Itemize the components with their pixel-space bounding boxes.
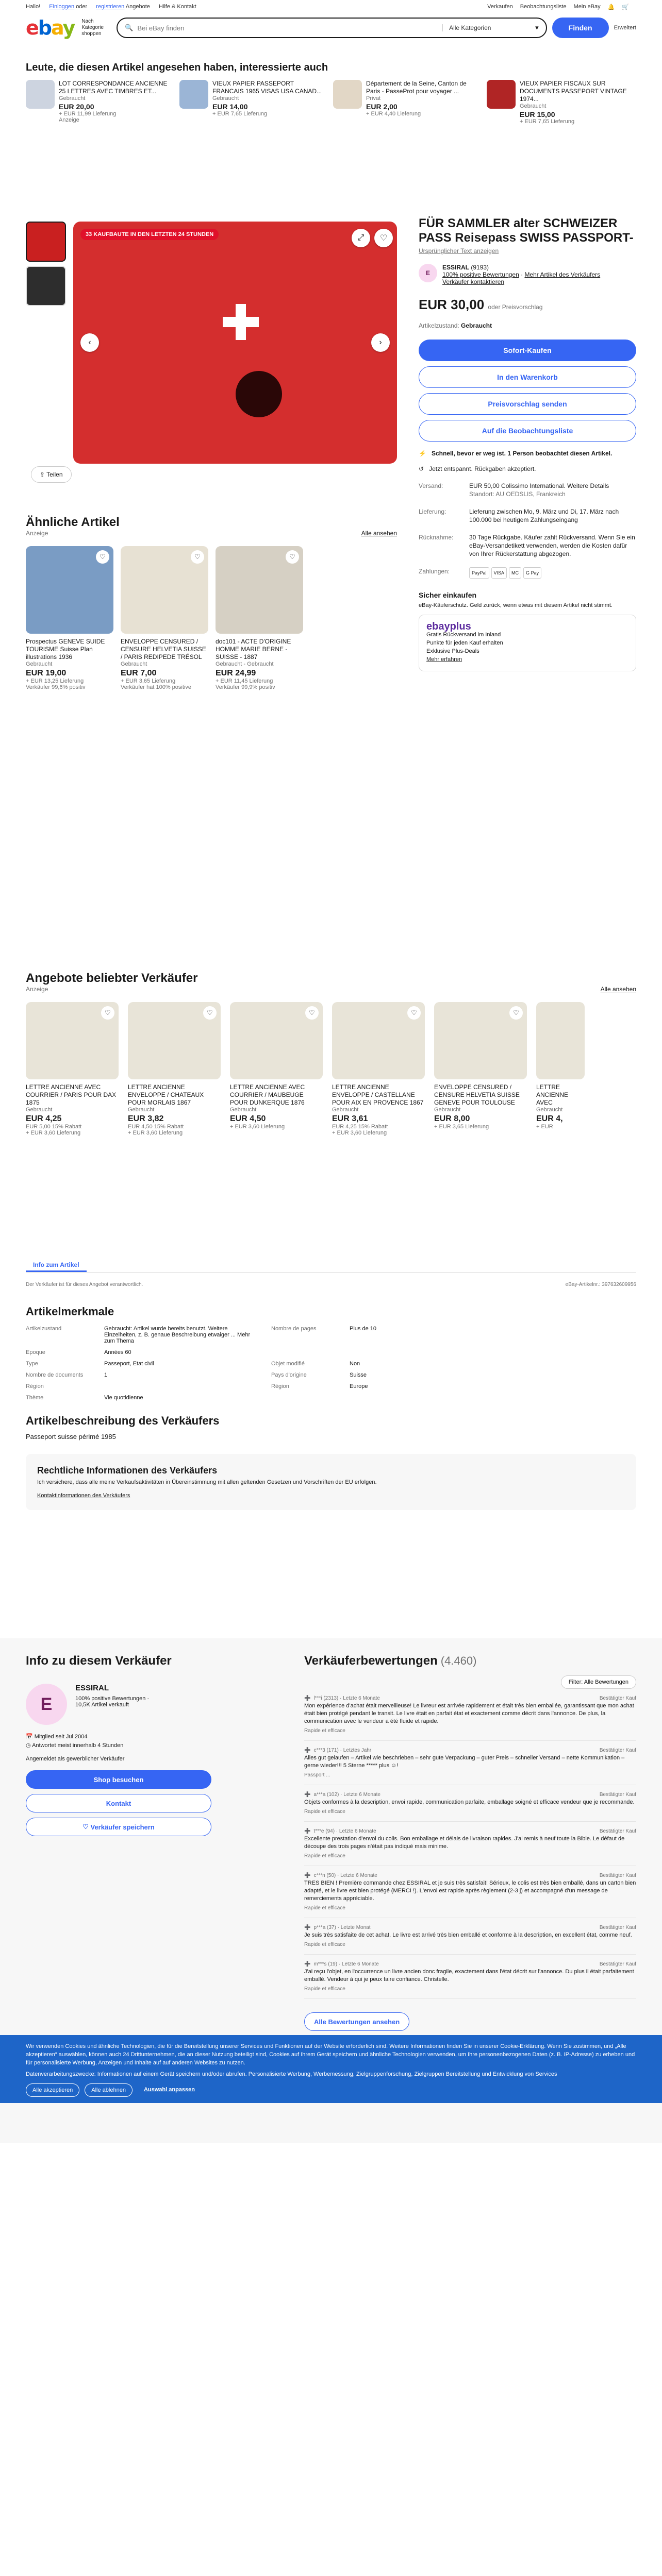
review-text: Excellente prestation d'envoi du colis. Bon emballage et délais de livraison rapides. J'ai remis à neuf toute la Bible. Le défaut de découpe des trois pages n'était pas indiqué mais minime. (304, 1836, 625, 1850)
seller-count: (9193) (471, 264, 489, 271)
item-price: EUR 4,25 (26, 1114, 62, 1123)
item-image (128, 1002, 221, 1079)
delivery-label: Lieferung: (419, 508, 446, 515)
attr-key: Nombre de documents (26, 1372, 84, 1378)
verified-tag: Bestätigter Kauf (599, 1792, 636, 1798)
signal-text: Schnell, bevor er weg ist. 1 Person beobachtet diesen Artikel. (431, 450, 613, 457)
positive-icon: ➕ (304, 1925, 311, 1930)
thumbnail-list (26, 222, 67, 310)
review-date: Letzte Monat (340, 1925, 371, 1930)
item-seller: Verkäufer 99,9% positiv (216, 684, 275, 690)
review-date: Letzte 6 Monate (341, 1961, 379, 1967)
ebay-plus-logo: ebayplus (426, 621, 471, 632)
plus-benefit: Exklusive Plus-Deals (426, 648, 479, 654)
item-title: Prospectus GENEVE SUIDE TOURISME Suisse Plan illustrations 1936 (26, 638, 105, 660)
image-gallery (26, 222, 397, 464)
see-all-link[interactable]: Alle ansehen (361, 530, 397, 537)
review-date: Letzte 6 Monate (340, 1873, 377, 1878)
search-input[interactable] (137, 24, 442, 32)
item-condition: Gebraucht (520, 103, 547, 109)
watchlist-link[interactable]: Beobachtungsliste (520, 4, 567, 10)
review-item: ➕ m***s (19) · Letzte 6 Monate Bestätigter Kauf J'ai reçu l'objet, en l'occurrence un livre ancien donc fragile, exactement dans l'état décrit sur l'annonce. Du plus il était parfaitement emballé. Vendeur à qui je peux faire confiance. Christelle. Rapide et efficace (304, 1955, 636, 1999)
share-button[interactable] (31, 466, 72, 483)
plus-benefit: Punkte für jeden Kauf erhalten (426, 640, 503, 646)
review-text: Alles gut gelaufen – Artikel wie beschrieben – sehr gute Verpackung – guter Preis – schneller Versand – nette Kommunikation – gerne wieder!!! 5 Sterne ***** plus ☺! (304, 1755, 625, 1769)
attr-value: Gebraucht: Artikel wurde bereits benutzt. Weitere Einzelheiten, z. B. genaue Beschreibung etwaiger ... Mehr zum Thema (104, 1326, 251, 1344)
item-shipping: + EUR 7,65 Lieferung (212, 111, 268, 117)
verified-tag: Bestätigter Kauf (599, 1961, 636, 1967)
lightning-icon: ⚡ (419, 450, 426, 457)
item-condition: Gebraucht (212, 95, 239, 101)
item-image (216, 546, 303, 634)
item-shipping: + EUR 3,60 Lieferung (230, 1124, 285, 1130)
cookie-text: Wir verwenden Cookies und ähnliche Technologien, die für die Bereitstellung unserer Services und Funktionen auf der Website erforderlich sind. Weitere Informationen finden Sie in unserer Cookie-Erklärung. Wenn Sie zustimmen, und „Alle akzeptieren“ auswählen, können auch 24 Drittunternehmen, die an dieser Nutzung beteiligt sind, Cookies auf Ihrem Gerät speichern und ähnliche Technologien verwenden, um Ihre personenbezogenen Daten (z. B. IP-Adresse) zu erheben und für personalisierte Werbung, Anzeigen und Inhalte auf auf anderen Websites zu nutzen. (26, 2043, 635, 2066)
attr-key: Nombre de pages (271, 1326, 317, 1332)
review-user: m***s (19) (313, 1961, 338, 1967)
header (0, 14, 662, 41)
ad-label: Anzeige (26, 530, 48, 537)
item-title: VIEUX PAPIER FISCAUX SUR DOCUMENTS PASSEPORT VINTAGE 1974... (520, 80, 627, 103)
review-meta: Rapide et efficace (304, 1809, 345, 1815)
item-title: Département de la Seine, Canton de Paris - PasseProt pour voyager ... (366, 80, 467, 95)
positive-icon: ➕ (304, 1873, 311, 1878)
verified-tag: Bestätigter Kauf (599, 1873, 636, 1878)
attr-key: Pays d'origine (271, 1372, 307, 1378)
secure-title: Sicher einkaufen (419, 591, 477, 599)
attr-value: Plus de 10 (350, 1326, 376, 1332)
review-text: TRES BIEN ! Première commande chez ESSIRAL et je suis très satisfait! Sérieux, le colis est très bien emballé, dans un carton bien adapté, et le livre est bien protégé (MERCI !). L'envoi est rapide après règlement (2-3 j) et accompagné d'un message de remerciements appréciable. (304, 1880, 636, 1902)
plus-more-link[interactable]: Mehr erfahren (426, 656, 462, 663)
list-item[interactable] (333, 80, 477, 125)
attr-value: Suisse (350, 1372, 367, 1378)
item-condition: Gebraucht (26, 661, 53, 667)
review-meta: Rapide et efficace (304, 1986, 345, 1992)
review-text: Je suis très satisfaite de cet achat. Le livre est arrivé très bien emballé et conforme à la description, en excellent état, comme neuf. (304, 1932, 632, 1938)
item-title: doc101 - ACTE D'ORIGINE HOMME MARIE BERNE - SUISSE - 1887 (216, 638, 291, 660)
cart-icon[interactable]: 🛒 (622, 4, 629, 10)
attr-value: Non (350, 1361, 360, 1367)
avatar: E (26, 1684, 67, 1725)
location: Standort: AU OEDSLIS, Frankreich (469, 490, 566, 498)
item-condition: Gebraucht (128, 1107, 155, 1113)
item-shipping: + EUR 3,60 Lieferung (332, 1130, 387, 1136)
plus-benefit: Gratis Rückversand im Inland (426, 632, 501, 638)
item-price: EUR 4,50 (230, 1114, 266, 1123)
signin-link[interactable]: Einloggen (49, 4, 75, 10)
verified-tag: Bestätigter Kauf (599, 1696, 636, 1701)
list-item[interactable] (434, 1002, 527, 1136)
watch-button[interactable]: Auf die Beobachtungsliste (419, 420, 636, 442)
member-since: Mitglied seit Jul 2004 (34, 1734, 88, 1740)
registered-business: Angemeldet als gewerblicher Verkäufer (26, 1756, 125, 1762)
thumbnail[interactable] (26, 222, 66, 262)
save-seller-button[interactable] (26, 1818, 211, 1836)
item-shipping: + EUR 13,25 Lieferung (26, 678, 84, 684)
verified-tag: Bestätigter Kauf (599, 1748, 636, 1753)
attr-key (271, 1395, 337, 1401)
chevron-left-icon[interactable]: ‹ (80, 333, 99, 352)
heart-icon[interactable]: ♡ (509, 1006, 523, 1020)
advanced-search-link[interactable]: Erweitert (614, 25, 636, 31)
myebay-link[interactable]: Mein eBay (573, 4, 601, 10)
item-image (26, 1002, 119, 1079)
heart-icon: ♡ (82, 1823, 91, 1831)
buy-now-button[interactable]: Sofort-Kaufen (419, 340, 636, 361)
review-filter[interactable]: Filter: Alle Bewertungen (561, 1675, 636, 1689)
condition-value: Gebraucht (461, 322, 492, 329)
gpay-icon: G Pay (523, 567, 541, 579)
visit-shop-button[interactable]: Shop besuchen (26, 1770, 211, 1789)
item-title: ENVELOPPE CENSURED / CENSURE HELVETIA SUISSE / PARIS REDIPEDE TRÉSOL (121, 638, 206, 660)
cookie-banner (0, 2035, 662, 2103)
review-item: ➕ c***n (50) · Letzte 6 Monate Bestätigter Kauf TRES BIEN ! Première commande chez ESSIRAL et je suis très satisfait! Sérieux, le colis est très bien emballé, dans un carton bien adapté, et le livre est bien protégé (MERCI !). L'envoi est rapide après règlement (2-3 j) et accompagné d'un message de remerciements appréciable. Rapide et efficace (304, 1866, 636, 1918)
heart-icon[interactable]: ♡ (191, 550, 204, 564)
seller-items-link[interactable]: Mehr Artikel des Verkäufers (524, 271, 601, 278)
mastercard-icon: MC (509, 567, 521, 579)
original-text-link[interactable]: Ursprünglicher Text anzeigen (419, 247, 499, 255)
price: EUR 30,00 (419, 297, 485, 312)
visa-icon: VISA (491, 567, 507, 579)
item-price: EUR 15,00 (520, 110, 555, 118)
list-item[interactable] (179, 80, 324, 125)
item-price: EUR 24,99 (216, 669, 256, 677)
seller-contact-link[interactable]: Kontaktinformationen des Verkäufers (37, 1493, 130, 1499)
make-offer-button[interactable]: Preisvorschlag senden (419, 393, 636, 415)
item-shipping: + EUR 11,45 Lieferung (216, 678, 273, 684)
shipping-value: EUR 50,00 Colissimo International. Weitere Details (469, 482, 609, 489)
item-title: LETTRE ANCIENNE AVEC COURRIER / PARIS POUR DAX 1875 (26, 1083, 117, 1106)
category-button[interactable]: Nach Kategorie shoppen (81, 19, 104, 37)
item-image (121, 546, 208, 634)
item-shipping: + EUR 11,99 Lieferung (59, 111, 117, 117)
all-reviews-button[interactable]: Alle Bewertungen ansehen (304, 2012, 409, 2031)
seller-name[interactable]: ESSIRAL (75, 1684, 109, 1692)
product-title: FÜR SAMMLER alter SCHWEIZER PASS Reisepass SWISS PASSPORT- (419, 216, 634, 245)
legal-title: Rechtliche Informationen des Verkäufers (37, 1465, 218, 1476)
list-item[interactable] (230, 1002, 323, 1136)
contact-seller-link[interactable]: Verkäufer kontaktieren (442, 278, 505, 285)
tab-item-info[interactable]: Info zum Artikel (26, 1257, 87, 1272)
or-text: oder (76, 4, 88, 10)
paypal-icon: PayPal (469, 567, 489, 579)
item-price: EUR 7,00 (121, 669, 157, 677)
attributes-title: Artikelmerkmale (26, 1305, 114, 1318)
review-date: Letzte 6 Monate (339, 1828, 376, 1834)
item-number: eBay-Artikelnr.: 397632609956 (565, 1282, 636, 1287)
search-bar (117, 18, 547, 38)
expand-icon[interactable]: ⤢ (352, 229, 370, 247)
section-title: Ähnliche Artikel (26, 515, 120, 529)
returns-value: 30 Tage Rückgabe. Käufer zahlt Rückversand. Wenn Sie ein eBay-Versandetikett verwenden, werden die Kosten dafür von Ihrer Rückerstattung abgezogen. (469, 534, 635, 557)
heart-icon[interactable]: ♡ (305, 1006, 319, 1020)
item-image (434, 1002, 527, 1079)
share-icon: ⇪ (40, 471, 47, 478)
seller-info (26, 1654, 268, 1836)
save-seller-label: Verkäufer speichern (90, 1823, 155, 1831)
item-discount: EUR 4,50 15% Rabatt (128, 1124, 184, 1130)
reviews-count: (4.460) (440, 1654, 477, 1667)
item-title: VIEUX PAPIER PASSEPORT FRANCAIS 1965 VISAS USA CANAD... (212, 80, 322, 95)
review-date: Letzte 6 Monate (343, 1696, 380, 1701)
chevron-right-icon[interactable]: › (371, 333, 390, 352)
verified-tag: Bestätigter Kauf (599, 1828, 636, 1834)
accept-all-button[interactable]: Alle akzeptieren (26, 2083, 79, 2097)
item-tabs (26, 1257, 636, 1273)
positive-icon: ➕ (304, 1696, 311, 1701)
item-title: LETTRE ANCIENNE AVEC COURRIER / MAUBEUGE POUR DUNKERQUE 1876 (230, 1083, 305, 1106)
seller-name[interactable]: ESSIRAL (442, 264, 470, 271)
heart-icon[interactable]: ♡ (101, 1006, 114, 1020)
payment-methods (469, 567, 541, 579)
review-item: ➕ c***3 (171) · Letztes Jahr Bestätigter Kauf Alles gut gelaufen – Artikel wie beschrieben – sehr gute Verpackung – guter Preis – schneller Versand – nette Kommunikation – gerne wieder!!! 5 Sterne ***** plus ☺! Passport ... (304, 1741, 636, 1785)
item-price: EUR 3,82 (128, 1114, 164, 1123)
heart-icon[interactable]: ♡ (374, 229, 393, 247)
description-title: Artikelbeschreibung des Verkäufers (26, 1414, 220, 1427)
reviews-title: Verkäuferbewertungen (304, 1654, 438, 1668)
register-link[interactable]: registrieren (96, 4, 125, 10)
legal-text: Ich versichere, dass alle meine Verkaufsaktivitäten in Übereinstimmung mit allen geltenden Gesetzen und Vorschriften der EU erfolgen. (37, 1479, 377, 1485)
attr-key: Type (26, 1361, 38, 1367)
greeting: Hallo! (26, 4, 41, 10)
legal-info-box (26, 1454, 636, 1510)
attr-key: Région (271, 1383, 289, 1389)
item-price: EUR 3,61 (332, 1114, 368, 1123)
item-shipping: + EUR 7,65 Lieferung (520, 118, 575, 125)
item-image (26, 80, 55, 109)
recently-viewed-section (26, 62, 636, 125)
list-item[interactable] (121, 546, 208, 690)
return-icon: ↺ (419, 465, 424, 472)
item-discount: EUR 5,00 15% Rabatt (26, 1124, 82, 1130)
review-meta: Rapide et efficace (304, 1942, 345, 1947)
item-price: EUR 8,00 (434, 1114, 470, 1123)
reject-all-button[interactable]: Alle ablehnen (85, 2083, 133, 2097)
item-discount: EUR 4,25 15% Rabatt (332, 1124, 388, 1130)
review-text: J'ai reçu l'objet, en l'occurrence un livre ancien donc fragile, exactement dans l'état décrit sur l'annonce. Du plus il était parfaitement emballé. Vendeur à qui je peux faire confiance. Christelle. (304, 1969, 634, 1982)
item-title: LETTRE ANCIENNE ENVELOPPE / CHATEAUX POUR MORLAIS 1867 (128, 1083, 204, 1106)
review-meta: Passport ... (304, 1772, 330, 1778)
item-condition: Gebraucht (230, 1107, 257, 1113)
avatar: E (419, 264, 437, 282)
ebay-plus-box (419, 615, 636, 671)
similar-items-section (26, 515, 397, 690)
list-item[interactable] (26, 1002, 119, 1136)
item-price: EUR 20,00 (59, 103, 94, 111)
share-label: Teilen (46, 471, 63, 478)
thumbnail[interactable] (26, 266, 66, 306)
seller-feedback: 100% positive Bewertungen · 10,5K Artikel verkauft (75, 1696, 150, 1708)
secure-text: eBay-Käuferschutz. Geld zurück, wenn etwas mit diesem Artikel nicht stimmt. (419, 602, 613, 608)
item-title: LOT CORRESPONDANCE ANCIENNE 25 LETTRES AVEC TIMBRES ET... (59, 80, 168, 95)
item-condition: Gebraucht (434, 1107, 461, 1113)
seller-feedback-link[interactable]: 100% positive Bewertungen (442, 271, 519, 278)
attr-value (104, 1383, 259, 1389)
list-item[interactable] (26, 546, 113, 690)
swiss-cross (223, 304, 259, 340)
item-title: LETTRE ANCIENNE AVEC (536, 1083, 569, 1106)
item-note: Anzeige (59, 117, 79, 123)
review-user: a***a (102) (313, 1792, 339, 1798)
item-shipping: + EUR 3,65 Lieferung (434, 1124, 489, 1130)
ad-label: Anzeige (26, 986, 48, 993)
section-title: Leute, die diesen Artikel angesehen haben, interessierte auch (26, 62, 328, 73)
price-note: oder Preisvorschlag (488, 303, 543, 311)
review-date: Letztes Jahr (343, 1748, 372, 1753)
main-product-image[interactable] (73, 222, 397, 464)
attr-key: Artikelzustand (26, 1326, 62, 1332)
category-select[interactable]: Alle Kategorien (442, 24, 535, 31)
attr-value: Europe (350, 1383, 368, 1389)
heart-icon[interactable]: ♡ (96, 550, 109, 564)
response-time: Antwortet meist innerhalb 4 Stunden (32, 1742, 124, 1749)
heart-icon[interactable]: ♡ (407, 1006, 421, 1020)
attr-value: Vie quotidienne (104, 1395, 143, 1401)
review-meta: Rapide et efficace (304, 1728, 345, 1734)
positive-icon: ➕ (304, 1828, 311, 1834)
add-to-cart-button[interactable]: In den Warenkorb (419, 366, 636, 388)
popular-sellers-section (26, 971, 636, 1136)
attr-key: Objet modifié (271, 1361, 305, 1367)
item-seller: Verkäufer 99,6% positiv (26, 684, 86, 690)
item-price: EUR 19,00 (26, 669, 67, 677)
item-condition: Gebraucht (332, 1107, 359, 1113)
item-condition: Gebraucht (26, 1107, 53, 1113)
review-item: ➕ l***i (2313) · Letzte 6 Monate Bestätigter Kauf Mon expérience d'achat était merveilleuse! Le livreur est arrivée rapidement et était très bien emballée, garantissant que mon achat était bien protégé pendant le transit. Le livre était en parfait état et exactement comme décrit dans l'annonce. De plus, la communication avec le vendeur a été fluide et rapide. Rapide et efficace (304, 1689, 636, 1741)
item-shipping: + EUR 4,40 Lieferung (366, 111, 421, 117)
positive-icon: ➕ (304, 1748, 311, 1753)
review-user: t***e (94) (313, 1828, 335, 1834)
returns-label: Rücknahme: (419, 534, 454, 541)
signals (419, 450, 636, 472)
item-image (332, 1002, 425, 1079)
item-shipping: + EUR 3,65 Lieferung (121, 678, 176, 684)
customize-button[interactable]: Auswahl anpassen (143, 2087, 195, 2093)
search-icon: 🔍 (125, 24, 134, 31)
attr-key: Epoque (26, 1349, 45, 1355)
sales-badge: 33 KAUFBAUTE IN DEN LETZTEN 24 STUNDEN (80, 229, 219, 240)
attr-value: 1 (104, 1372, 108, 1378)
sell-link[interactable]: Verkaufen (487, 4, 513, 10)
list-item[interactable] (536, 1002, 585, 1136)
description-text: Passeport suisse périmé 1985 (26, 1433, 116, 1440)
attr-value (350, 1349, 504, 1355)
item-condition: Gebraucht (121, 661, 147, 667)
review-meta: Rapide et efficace (304, 1905, 345, 1911)
item-shipping: + EUR 3,60 Lieferung (26, 1130, 81, 1136)
attr-key: Région (26, 1383, 44, 1389)
punch-hole (236, 371, 282, 417)
review-user: c***3 (171) (313, 1748, 339, 1753)
heart-icon[interactable]: ♡ (286, 550, 299, 564)
bell-icon[interactable]: 🔔 (607, 4, 615, 10)
chevron-down-icon: ▾ (535, 24, 539, 31)
review-user: l***i (2313) (313, 1696, 339, 1701)
item-price: EUR 14,00 (212, 103, 248, 111)
item-condition: Privat (366, 95, 381, 101)
review-item: ➕ t***e (94) · Letzte 6 Monate Bestätigter Kauf Excellente prestation d'envoi du colis. Bon emballage et délais de livraison rapides. J'ai remis à neuf toute la Bible. Le défaut de découpe des trois pages n'était pas indiqué mais minime. Rapide et efficace (304, 1822, 636, 1866)
payments-label: Zahlungen: (419, 568, 450, 575)
item-price: EUR 2,00 (366, 103, 398, 111)
delivery-value: Lieferung zwischen Mo, 9. März und Di, 17. März nach 100.000 bei heutigem Zahlungseingang (469, 508, 619, 523)
section-title: Info zu diesem Verkäufer (26, 1654, 172, 1668)
list-item[interactable] (487, 80, 631, 125)
attr-key: Thème (26, 1395, 44, 1401)
attr-value: Années 60 (104, 1349, 131, 1355)
clock-icon: ◷ (26, 1742, 32, 1749)
positive-icon: ➕ (304, 1792, 311, 1798)
review-text: Objets conformes à la description, envoi rapide, communication parfaite, emballage soigné et efficace vendeur que je recommande. (304, 1799, 635, 1805)
list-item[interactable] (216, 546, 303, 690)
item-title: LETTRE ANCIENNE ENVELOPPE / CASTELLANE POUR AIX EN PROVENCE 1867 (332, 1083, 424, 1106)
see-all-link[interactable]: Alle ansehen (600, 986, 636, 993)
review-text: Mon expérience d'achat était merveilleuse! Le livreur est arrivée rapidement et était très bien emballée, garantissant que mon achat était bien protégé pendant le transit. Le livre était en parfait état et exactement comme décrit dans l'annonce. De plus, la communication avec le vendeur a été fluide et rapide. (304, 1703, 634, 1724)
positive-icon: ➕ (304, 1961, 311, 1967)
item-image (333, 80, 362, 109)
condition-label: Artikelzustand: (419, 322, 459, 329)
verified-tag: Bestätigter Kauf (599, 1925, 636, 1930)
shipping-label: Versand: (419, 482, 443, 489)
signal-text: Jetzt entspannt. Rückgaben akzeptiert. (429, 465, 536, 472)
item-title: ENVELOPPE CENSURED / CENSURE HELVETIA SUISSE GENEVE POUR TOULOUSE (434, 1083, 520, 1106)
item-image (179, 80, 208, 109)
review-user: c***n (50) (313, 1873, 336, 1878)
review-user: p***a (37) (313, 1925, 336, 1930)
ebay-logo[interactable]: ebay (26, 16, 75, 39)
item-image (487, 80, 516, 109)
item-price: EUR 4, (536, 1114, 563, 1123)
attr-value (350, 1395, 504, 1401)
item-image (230, 1002, 323, 1079)
attr-value: Passeport, Etat civil (104, 1361, 154, 1367)
help-link[interactable]: Hilfe & Kontakt (158, 4, 196, 10)
top-utility-bar (0, 0, 662, 13)
review-item: ➕ p***a (37) · Letzte Monat Bestätigter Kauf Je suis très satisfaite de cet achat. Le livre est arrivé très bien emballé et conforme à la description, en excellent état, comme neuf. Rapide et efficace (304, 1918, 636, 1955)
buy-box (419, 216, 636, 671)
contact-button[interactable]: Kontakt (26, 1794, 211, 1812)
item-image (536, 1002, 585, 1079)
list-item[interactable] (332, 1002, 425, 1136)
list-item[interactable] (128, 1002, 221, 1136)
item-condition: Gebraucht (59, 95, 86, 101)
heart-icon[interactable]: ♡ (203, 1006, 217, 1020)
item-condition: Gebraucht (536, 1107, 563, 1113)
review-meta: Rapide et efficace (304, 1853, 345, 1859)
list-item[interactable] (26, 80, 170, 125)
seller-responsibility-note: Der Verkäufer ist für dieses Angebot verantwortlich. (26, 1282, 143, 1287)
section-title: Angebote beliebter Verkäufer (26, 971, 198, 985)
item-shipping: + EUR 3,60 Lieferung (128, 1130, 183, 1136)
item-condition: Gebraucht - Gebraucht (216, 661, 274, 667)
item-seller: Verkäufer hat 100% positive (121, 684, 191, 690)
item-description (26, 1282, 636, 1510)
attr-key (271, 1349, 337, 1355)
deals-link[interactable]: Angebote (125, 4, 150, 10)
calendar-icon: 📅 (26, 1734, 35, 1740)
cookie-purposes: Datenverarbeitungszwecke: Informationen auf einem Gerät speichern und/oder abrufen. Personalisierte Werbung, Werbemessung, Zielgruppenforschung, Zielgruppen Bereitstellung und Entwicklung von Services (26, 2071, 557, 2077)
seller-summary: E ESSIRAL (9193) 100% positive Bewertungen · Mehr Artikel des Verkäufers Verkäufer kontaktieren (419, 264, 636, 285)
review-date: Letzte 6 Monate (343, 1792, 380, 1798)
item-image (26, 546, 113, 634)
review-item: ➕ a***a (102) · Letzte 6 Monate Bestätigter Kauf Objets conformes à la description, envoi rapide, communication parfaite, emballage soigné et efficace vendeur que je recommande. Rapide et efficace (304, 1785, 636, 1822)
item-shipping: + EUR (536, 1124, 553, 1130)
attributes-grid (26, 1326, 636, 1401)
seller-reviews (304, 1654, 636, 2031)
search-button[interactable]: Finden (552, 18, 609, 38)
